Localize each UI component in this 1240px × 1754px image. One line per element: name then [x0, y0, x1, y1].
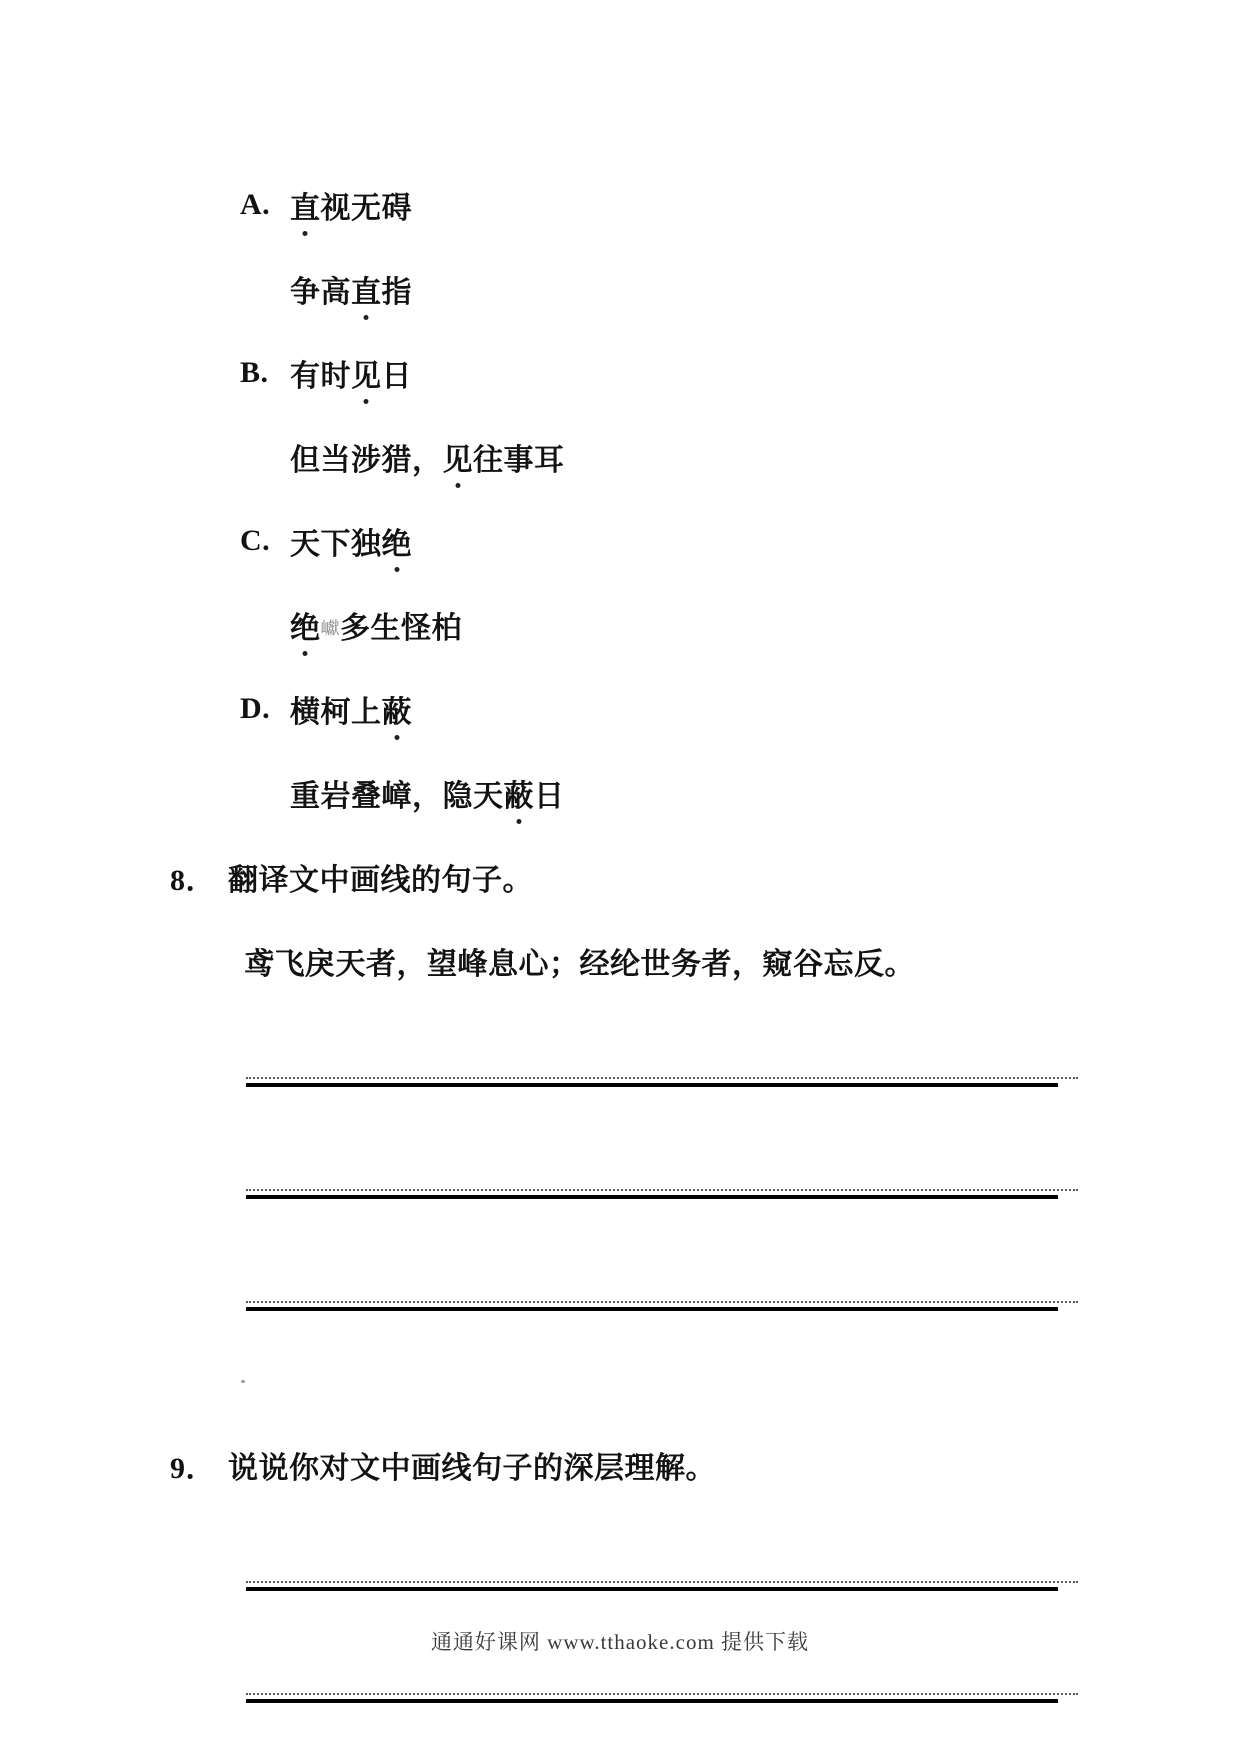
emphasized-char: 见: [443, 435, 474, 479]
option-text: [290, 435, 565, 479]
answer-blank-line: [246, 1581, 1078, 1591]
question-8: [170, 835, 1070, 919]
option-text: [290, 687, 412, 731]
question-9-number: 9．: [170, 1452, 216, 1485]
text-segment: 视无碍: [320, 192, 412, 225]
faint-char: 巘: [320, 619, 341, 639]
answer-line-row: [170, 1115, 1070, 1227]
option-letter: A.: [240, 188, 271, 221]
text-segment: 天下独: [290, 528, 382, 561]
stray-mark: [241, 1380, 245, 1383]
text-segment: 横柯上: [290, 696, 382, 729]
answer-line-row: [170, 1003, 1070, 1115]
question-8-number: 8．: [170, 864, 216, 897]
option-text: [290, 183, 412, 227]
footer-text: 通通好课网 www.tthaoke.com 提供下载: [430, 1630, 810, 1654]
dotted-guide-line: [246, 1077, 1078, 1079]
emphasized-char: 绝: [382, 519, 413, 563]
dotted-guide-line: [246, 1301, 1078, 1303]
question-8-sentence-row: [170, 919, 1070, 1003]
dotted-guide-line: [246, 1189, 1078, 1191]
multiple-choice-options: [170, 163, 1070, 835]
option-text: [290, 351, 412, 395]
option-letter: C.: [240, 524, 271, 557]
solid-answer-line: [246, 1699, 1058, 1703]
option-row: [170, 499, 1070, 583]
option-continuation-row: [170, 247, 1070, 331]
answer-blank-line: [246, 1301, 1078, 1311]
text-segment: 争高: [290, 276, 351, 309]
option-text: [290, 519, 412, 563]
text-segment: 日: [381, 360, 412, 393]
stray-mark-row: [170, 1339, 1070, 1423]
option-continuation-row: [170, 583, 1070, 667]
option-text: [290, 771, 565, 815]
option-letter: B.: [240, 356, 269, 389]
emphasized-char: 见: [351, 351, 382, 395]
option-row: [170, 331, 1070, 415]
answer-line-row: [170, 1227, 1070, 1339]
text-segment: 日: [534, 780, 565, 813]
option-row: [170, 667, 1070, 751]
emphasized-char: 蔽: [504, 771, 535, 815]
solid-answer-line: [246, 1307, 1058, 1311]
page-footer: [0, 1626, 1240, 1656]
option-continuation-row: [170, 751, 1070, 835]
question-8-prompt: 翻译文中画线的句子。: [228, 864, 533, 897]
text-segment: 有时: [290, 360, 351, 393]
emphasized-char: 直: [351, 267, 382, 311]
dotted-guide-line: [246, 1581, 1078, 1583]
sentence-to-translate: 鸢飞戾天者，望峰息心；经纶世务者，窥谷忘反。: [244, 948, 915, 981]
answer-blank-line: [246, 1189, 1078, 1199]
option-continuation-row: [170, 415, 1070, 499]
emphasized-char: 绝: [290, 603, 321, 647]
option-text: [290, 603, 462, 647]
answer-line-row: [170, 1507, 1070, 1619]
text-segment: 多生怪柏: [340, 612, 463, 645]
answer-blank-line: [246, 1077, 1078, 1087]
option-text: [290, 267, 412, 311]
answer-blank-line: [246, 1693, 1078, 1703]
solid-answer-line: [246, 1195, 1058, 1199]
text-segment: 但当涉猎，: [290, 444, 443, 477]
solid-answer-line: [246, 1083, 1058, 1087]
option-letter: D.: [240, 692, 271, 725]
dotted-guide-line: [246, 1693, 1078, 1695]
option-row: [170, 163, 1070, 247]
solid-answer-line: [246, 1587, 1058, 1591]
question-9: [170, 1423, 1070, 1507]
emphasized-char: 直: [290, 183, 321, 227]
question-9-prompt: 说说你对文中画线句子的深层理解。: [228, 1452, 716, 1485]
text-segment: 指: [381, 276, 412, 309]
text-segment: 往事耳: [473, 444, 565, 477]
content-column: [170, 163, 1070, 1731]
text-segment: 重岩叠嶂，隐天: [290, 780, 504, 813]
emphasized-char: 蔽: [382, 687, 413, 731]
